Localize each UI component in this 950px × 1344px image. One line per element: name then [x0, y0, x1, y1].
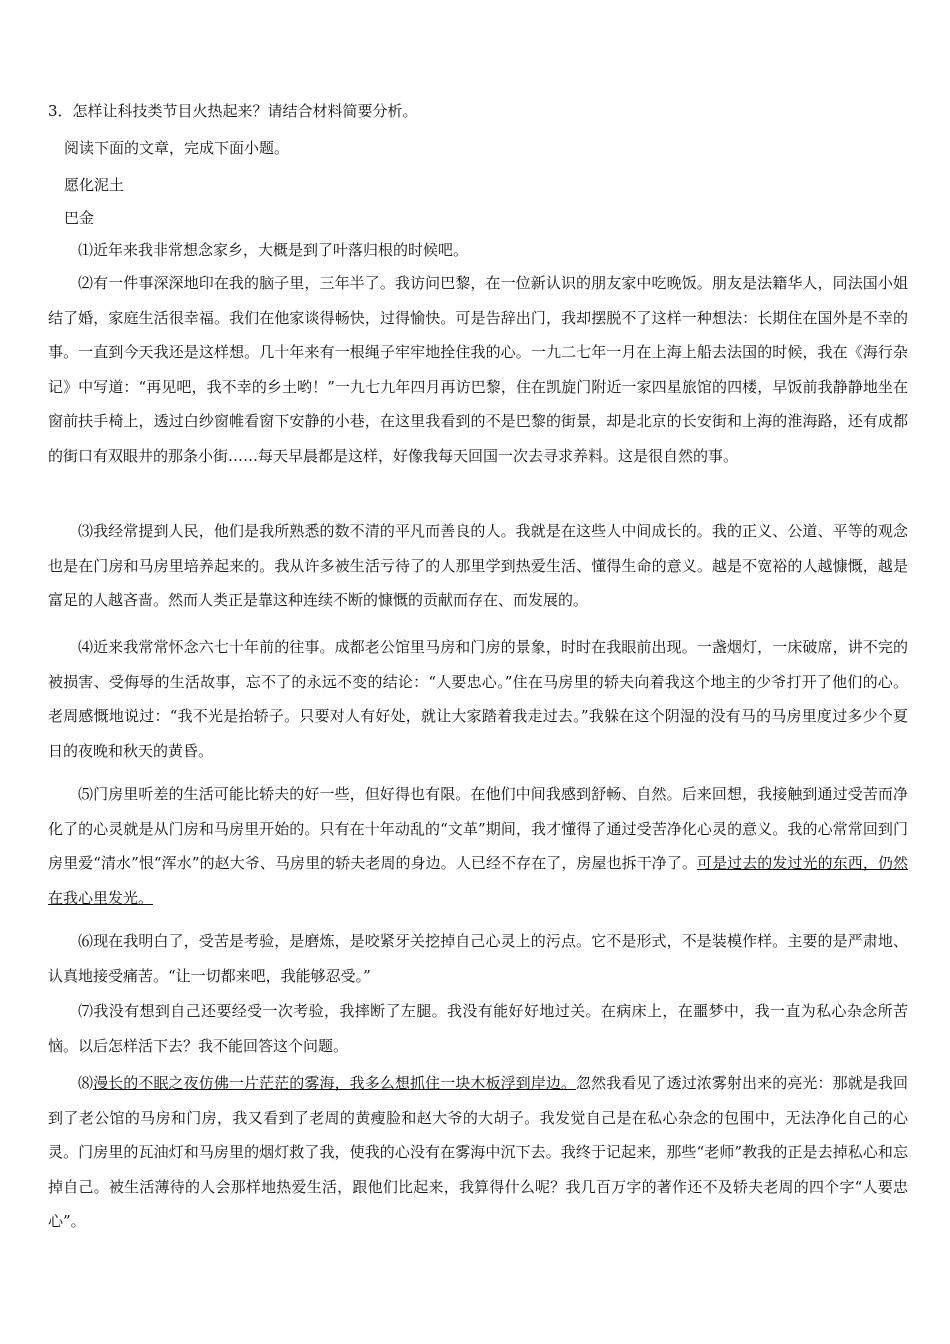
- paragraph-8-text: 忽然我看见了透过浓雾射出来的亮光：那就是我回到了老公馆的马房和门房，我又看到了老周的黄瘦脸和赵大爷的大胡子。我发觉自己是在私心杂念的包围中，无法净化自己的心灵。门房里的瓦油灯和马房里的烟灯救了我，使我的心没有在雾海中沉下去。我终于记起来，那些“老师”教我的正是去掉私心和忘掉自己。被生活薄待的人会那样地热爱生活，跟他们比起来，我算得什么呢？我几百万字的著作还不及轿夫老周的四个字“人要忠心”。: [48, 1074, 908, 1231]
- paragraph-4: ⑷近来我常常怀念六七十年前的往事。成都老公馆里马房和门房的景象，时时在我眼前出现。一盏烟灯，一床破席，讲不完的被损害、受侮辱的生活故事，忘不了的永远不变的结论：“人要忠心。”住在马房里的轿夫向着我这个地主的少爷打开了他们的心。老周感慨地说过：“我不光是抬轿子。只要对人有好处，就让大家踏着我走过去。”我躲在这个阴湿的没有马的马房里度过多少个夏日的夜晚和秋天的黄昏。: [48, 638, 908, 760]
- paragraph-2: ⑵有一件事深深地印在我的脑子里，三年半了。我访问巴黎，在一位新认识的朋友家中吃晚饭。朋友是法籍华人，同法国小姐结了婚，家庭生活很幸福。我们在他家谈得畅快，过得愉快。可是告辞出门，我却摆脱不了这样一种想法：长期住在国外是不幸的事。一直到今天我还是这样想。几十年来有一根绳子牢牢地拴住我的心。一九二七年一月在上海上船去法国的时候，我在《海行杂记》中写道：“再见吧，我不幸的乡土哟！”一九七九年四月再访巴黎，住在凯旋门附近一家四星旅馆的四楼，早饭前我静静地坐在窗前扶手椅上，透过白纱窗帷看窗下安静的小巷，在这里我看到的不是巴黎的街景，却是北京的长安街和上海的淮海路，还有成都的街口有双眼井的那条小街……每天早晨都是这样，好像我每天回国一次去寻求养料。这是很自然的事。: [48, 274, 908, 465]
- paragraph-1: ⑴近年来我非常想念家乡，大概是到了叶落归根的时候吧。: [78, 241, 469, 259]
- question-3: 3．怎样让科技类节目火热起来？请结合材料简要分析。: [48, 102, 418, 120]
- paragraph-6: ⑹现在我明白了，受苦是考验，是磨炼，是咬紧牙关挖掉自己心灵上的污点。它不是形式，不是装模作样。主要的是严肃地、认真地接受痛苦。“让一切都来吧，我能够忍受。”: [48, 932, 908, 985]
- paragraph-8-number: ⑻: [78, 1074, 94, 1092]
- article-author: 巴金: [64, 209, 95, 227]
- paragraph-3: ⑶我经常提到人民，他们是我所熟悉的数不清的平凡而善良的人。我就是在这些人中间成长的。我的正义、公道、平等的观念也是在门房和马房里培养起来的。我从许多被生活亏待了的人那里学到热爱生活、懂得生命的意义。越是不宽裕的人越慷慨，越是富足的人越吝啬。然而人类正是靠这种连续不断的慷慨的贡献而存在、而发展的。: [48, 522, 908, 610]
- paragraph-8: [48, 1066, 908, 1239]
- reading-instruction: 阅读下面的文章，完成下面小题。: [64, 139, 290, 157]
- paragraph-5: [48, 777, 908, 915]
- paragraph-5-underlined-sentence: 可是过去的发过光的东西，仍然在我心里发光。: [48, 854, 908, 907]
- paragraph-8-underlined-sentence: 漫长的不眠之夜仿佛一片茫茫的雾海，我多么想抓住一块木板浮到岸边。: [93, 1074, 577, 1092]
- paragraph-5-text: ⑸门房里听差的生活可能比轿夫的好一些，但好得也有限。在他们中间我感到舒畅、自然。后来回想，我接触到通过受苦而净化了的心灵就是从门房和马房里开始的。只有在十年动乱的“文革”期间，我才懂得了通过受苦净化心灵的意义。我的心常常回到门房里爱“清水”恨“浑水”的赵大爷、马房里的轿夫老周的身边。人已经不存在了，房屋也拆干净了。: [48, 785, 908, 873]
- article-title: 愿化泥土: [64, 176, 125, 194]
- paragraph-7: ⑺我没有想到自己还要经受一次考验，我摔断了左腿。我没有能好好地过关。在病床上，在噩梦中，我一直为私心杂念所苦恼。以后怎样活下去？我不能回答这个问题。: [48, 1002, 908, 1055]
